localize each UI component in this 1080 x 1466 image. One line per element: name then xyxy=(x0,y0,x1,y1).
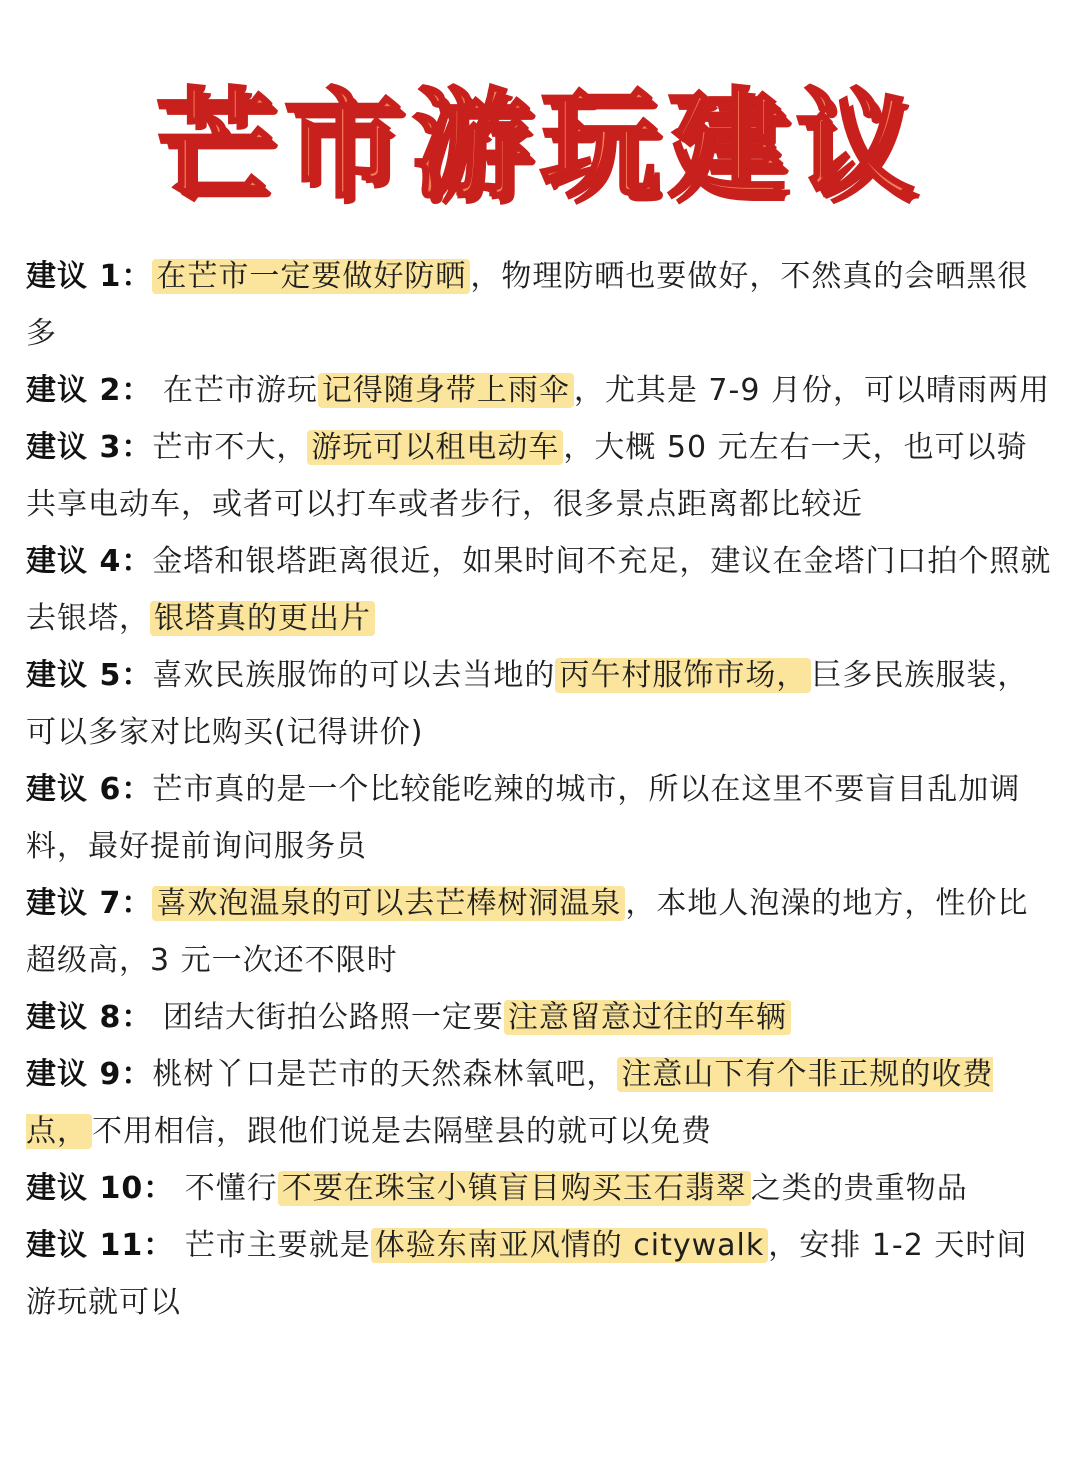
tip-highlight: 注意山下有个非正规的收费点， xyxy=(26,1057,994,1149)
tip-highlight: 丙午村服饰市场， xyxy=(555,658,811,693)
tip-text: 巨多民族服装，可以多家对比购买(记得讲价) xyxy=(26,658,1029,750)
tip-highlight: 记得随身带上雨伞 xyxy=(318,373,574,408)
tip-text: 金塔和银塔距离很近，如果时间不充足，建议在金塔门口拍个照就去银塔， xyxy=(26,544,1052,636)
tip-text: 不用相信，跟他们说是去隔壁县的就可以免费 xyxy=(92,1114,712,1149)
tip-label: 建议 9： xyxy=(26,1057,153,1092)
tip-text: ，尤其是 7-9 月份，可以晴雨两用 xyxy=(573,373,1050,408)
tip-label: 建议 5： xyxy=(26,658,153,693)
tip-text: 桃树丫口是芒市的天然森林氧吧， xyxy=(152,1057,618,1092)
tip-label: 建议 4： xyxy=(26,544,153,579)
tip-text: ，本地人泡澡的地方，性价比超级高，3 元一次还不限时 xyxy=(26,886,1029,978)
tips-list xyxy=(26,248,1056,1331)
tip-label: 建议 8： xyxy=(26,1000,153,1035)
tip-3 xyxy=(26,419,1056,533)
tip-text: 芒市主要就是 xyxy=(174,1228,371,1263)
tip-text: ，大概 50 元左右一天，也可以骑共享电动车，或者可以打车或者步行，很多景点距离都比较近 xyxy=(26,430,1028,522)
tip-highlight: 喜欢泡温泉的可以去芒棒树洞温泉 xyxy=(152,886,625,921)
tip-text: 芒市不大， xyxy=(152,430,308,465)
tip-label: 建议 2： xyxy=(26,373,153,408)
tip-8 xyxy=(26,989,1056,1046)
tip-label: 建议 10： xyxy=(26,1171,175,1206)
tip-7 xyxy=(26,875,1056,989)
tip-highlight: 不要在珠宝小镇盲目购买玉石翡翠 xyxy=(278,1171,751,1206)
tip-4 xyxy=(26,533,1056,647)
tip-label: 建议 3： xyxy=(26,430,153,465)
tip-text: 喜欢民族服饰的可以去当地的 xyxy=(152,658,556,693)
page-title: 芒市游玩建议 xyxy=(155,76,924,214)
tip-label: 建议 11： xyxy=(26,1228,175,1263)
tip-text: ，物理防晒也要做好，不然真的会晒黑很多 xyxy=(26,259,1029,351)
tip-label: 建议 7： xyxy=(26,886,153,921)
tip-text: 团结大街拍公路照一定要 xyxy=(152,1000,504,1035)
tip-10 xyxy=(26,1160,1056,1217)
tip-label: 建议 1： xyxy=(26,259,153,294)
tip-1 xyxy=(26,248,1056,362)
tip-text: 芒市真的是一个比较能吃辣的城市，所以在这里不要盲目乱加调料，最好提前询问服务员 xyxy=(26,772,1021,864)
tip-5 xyxy=(26,647,1056,761)
tip-text: ，安排 1-2 天时间游玩就可以 xyxy=(26,1228,1028,1320)
tip-highlight: 注意留意过往的车辆 xyxy=(504,1000,791,1035)
tip-label: 建议 6： xyxy=(26,772,153,807)
tip-highlight: 银塔真的更出片 xyxy=(150,601,375,636)
tip-highlight: 体验东南亚风情的 citywalk xyxy=(371,1228,769,1263)
tip-11 xyxy=(26,1217,1056,1331)
tip-2 xyxy=(26,362,1056,419)
tip-text: 之类的贵重物品 xyxy=(750,1171,968,1206)
tip-9 xyxy=(26,1046,1056,1160)
tip-highlight: 在芒市一定要做好防晒 xyxy=(152,259,470,294)
tip-6 xyxy=(26,761,1056,875)
tip-text: 在芒市游玩 xyxy=(152,373,318,408)
tip-highlight: 游玩可以租电动车 xyxy=(307,430,563,465)
tip-text: 不懂行 xyxy=(174,1171,278,1206)
